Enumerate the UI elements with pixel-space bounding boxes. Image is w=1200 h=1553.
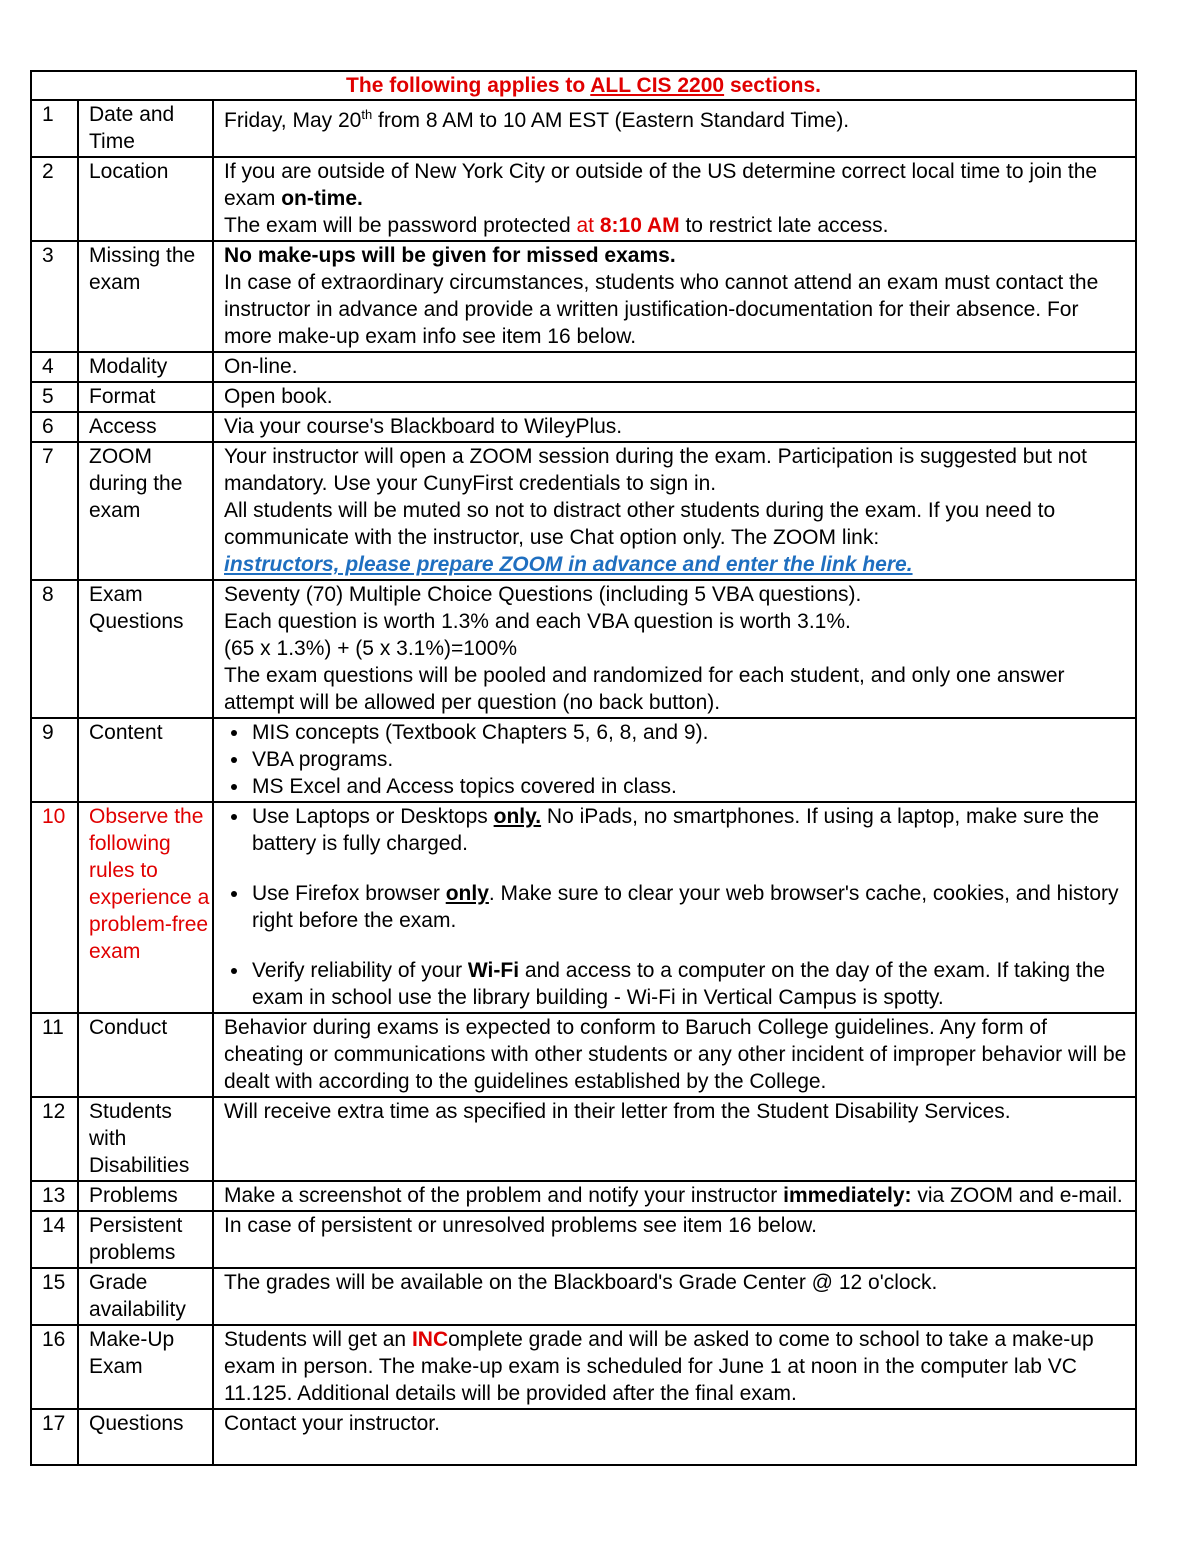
row-number: 14: [31, 1211, 78, 1268]
makeup-text-end: omplete grade and will be asked to come to school to take a make-up exam in person. The make-up exam is scheduled for June 1 at noon in the computer lab VC 11.125. Additional details will be provided after the final exam.: [224, 1328, 1094, 1405]
table-row: [31, 412, 1136, 442]
rule-text: Use Laptops or Desktops: [252, 805, 494, 828]
row-content: [213, 718, 1136, 802]
row-label: Missing the exam: [78, 241, 213, 352]
row-content: Contact your instructor.: [213, 1409, 1136, 1465]
row-content: [213, 241, 1136, 352]
row-label: Grade availability: [78, 1268, 213, 1325]
row-label: Observe the following rules to experience a problem-free exam: [78, 802, 213, 1013]
row-content: [213, 100, 1136, 157]
table-row: [31, 718, 1136, 802]
missing-exam-text: In case of extraordinary circumstances, students who cannot attend an exam must contact the instructor in advance and provide a written justification-documentation for their absence. For more make-up exam info see item 16 below.: [224, 271, 1099, 348]
list-item: • VBA programs.: [250, 746, 1129, 773]
row-number: 1: [31, 100, 78, 157]
row-number: 6: [31, 412, 78, 442]
questions-weight: Each question is worth 1.3% and each VBA question is worth 3.1%.: [224, 610, 851, 633]
zoom-session-text: Your instructor will open a ZOOM session during the exam. Participation is suggested but not mandatory. Use your CunyFirst credentials to sign in.: [224, 445, 1087, 495]
row-content: [213, 442, 1136, 580]
row-label: Make-Up Exam: [78, 1325, 213, 1409]
makeup-text: Students will get an: [224, 1328, 412, 1351]
no-makeups-notice: No make-ups will be given for missed exams.: [224, 244, 676, 267]
password-text: The exam will be password protected: [224, 214, 577, 237]
table-row: [31, 802, 1136, 1013]
row-content: [213, 1181, 1136, 1211]
table-row: [31, 580, 1136, 718]
row-content: [213, 802, 1136, 1013]
header-emphasis: ALL CIS 2200: [590, 74, 725, 97]
row-content: [213, 1325, 1136, 1409]
row-label: ZOOM during the exam: [78, 442, 213, 580]
table-row: [31, 1097, 1136, 1181]
row-label: Students with Disabilities: [78, 1097, 213, 1181]
content-list: [224, 719, 1129, 800]
table-row: [31, 1325, 1136, 1409]
date-text: Friday, May 20: [224, 109, 362, 132]
questions-formula: (65 x 1.3%) + (5 x 3.1%)=100%: [224, 637, 517, 660]
row-number: 13: [31, 1181, 78, 1211]
rule-emphasis: only.: [493, 805, 542, 828]
table-row: [31, 241, 1136, 352]
header-suffix: sections.: [724, 74, 821, 97]
row-number: 9: [31, 718, 78, 802]
row-content: Will receive extra time as specified in their letter from the Student Disability Services.: [213, 1097, 1136, 1181]
row-content: Via your course's Blackboard to WileyPlus.: [213, 412, 1136, 442]
password-time: 8:10 AM: [599, 214, 680, 237]
rule-text: No iPads, no smartphones. If using a laptop, make sure the battery is fully charged.: [252, 805, 1100, 855]
on-time-emphasis: on-time.: [281, 187, 363, 210]
header-row: [31, 71, 1136, 100]
password-text-end: to restrict late access.: [679, 214, 889, 237]
header-prefix: The following applies to: [346, 74, 591, 97]
row-number: 4: [31, 352, 78, 382]
table-row: [31, 1268, 1136, 1325]
table-row: [31, 1181, 1136, 1211]
table-row: [31, 1409, 1136, 1465]
row-number: 7: [31, 442, 78, 580]
row-content: [213, 157, 1136, 241]
date-suffix: th: [361, 107, 373, 122]
table-header: [31, 71, 1136, 100]
table-row: [31, 382, 1136, 412]
row-label: Location: [78, 157, 213, 241]
row-label: Persistent problems: [78, 1211, 213, 1268]
inc-emphasis: INC: [411, 1328, 449, 1351]
row-number: 15: [31, 1268, 78, 1325]
row-content: On-line.: [213, 352, 1136, 382]
rule-emphasis: only: [445, 882, 489, 905]
row-number: 10: [31, 802, 78, 1013]
zoom-muted-text: All students will be muted so not to distract other students during the exam. If you need to communicate with the instructor, use Chat option only. The ZOOM link:: [224, 499, 1056, 549]
table-row: [31, 1211, 1136, 1268]
zoom-link[interactable]: instructors, please prepare ZOOM in advance and enter the link here.: [224, 553, 913, 576]
row-number: 11: [31, 1013, 78, 1097]
rule-text: Use Firefox browser: [252, 882, 446, 905]
row-label: Access: [78, 412, 213, 442]
rules-list: [224, 803, 1129, 1011]
row-content: Open book.: [213, 382, 1136, 412]
table-row: [31, 157, 1136, 241]
row-label: Format: [78, 382, 213, 412]
password-paragraph: [224, 212, 1129, 239]
table-row: [31, 352, 1136, 382]
row-content: In case of persistent or unresolved problems see item 16 below.: [213, 1211, 1136, 1268]
problems-text: Make a screenshot of the problem and notify your instructor: [224, 1184, 784, 1207]
time-text: from 8 AM to 10 AM EST (Eastern Standard Time).: [372, 109, 850, 132]
row-label: Problems: [78, 1181, 213, 1211]
row-content: [213, 580, 1136, 718]
immediately-emphasis: immediately:: [783, 1184, 912, 1207]
rule-text: . Make sure to clear your web browser's cache, cookies, and history right before the exam.: [252, 882, 1119, 932]
exam-info-document: [30, 70, 1135, 1466]
list-item: [250, 803, 1129, 857]
row-number: 12: [31, 1097, 78, 1181]
list-item: • MS Excel and Access topics covered in class.: [250, 773, 1129, 800]
row-number: 8: [31, 580, 78, 718]
list-item: [250, 880, 1129, 934]
row-label: Date and Time: [78, 100, 213, 157]
list-item: [250, 957, 1129, 1011]
row-number: 16: [31, 1325, 78, 1409]
row-label: Conduct: [78, 1013, 213, 1097]
password-at: at: [576, 214, 600, 237]
row-number: 3: [31, 241, 78, 352]
questions-randomized: The exam questions will be pooled and randomized for each student, and only one answer attempt will be allowed per question (no back button).: [224, 664, 1065, 714]
questions-count: Seventy (70) Multiple Choice Questions (including 5 VBA questions).: [224, 583, 862, 606]
row-label: Modality: [78, 352, 213, 382]
row-label: Exam Questions: [78, 580, 213, 718]
rule-text: Verify reliability of your: [252, 959, 468, 982]
location-text: If you are outside of New York City or outside of the US determine correct local time to join the exam: [224, 160, 1098, 210]
row-number: 2: [31, 157, 78, 241]
rule-emphasis: Wi-Fi: [467, 959, 520, 982]
row-content: Behavior during exams is expected to conform to Baruch College guidelines. Any form of cheating or communications with other students or any other incident of improper behavior will be dealt with according to the guidelines established by the College.: [213, 1013, 1136, 1097]
table-row: [31, 442, 1136, 580]
row-content: The grades will be available on the Blackboard's Grade Center @ 12 o'clock.: [213, 1268, 1136, 1325]
problems-text-end: via ZOOM and e-mail.: [911, 1184, 1123, 1207]
rule-text: and access to a computer on the day of the exam. If taking the exam in school use the library building - Wi-Fi in Vertical Campus is spotty.: [252, 959, 1106, 1009]
row-number: 17: [31, 1409, 78, 1465]
table-row: [31, 1013, 1136, 1097]
exam-info-table: [30, 70, 1137, 1466]
row-label: Content: [78, 718, 213, 802]
row-number: 5: [31, 382, 78, 412]
list-item: • MIS concepts (Textbook Chapters 5, 6, 8, and 9).: [250, 719, 1129, 746]
location-paragraph: [224, 158, 1129, 212]
row-label: Questions: [78, 1409, 213, 1465]
table-row: [31, 100, 1136, 157]
